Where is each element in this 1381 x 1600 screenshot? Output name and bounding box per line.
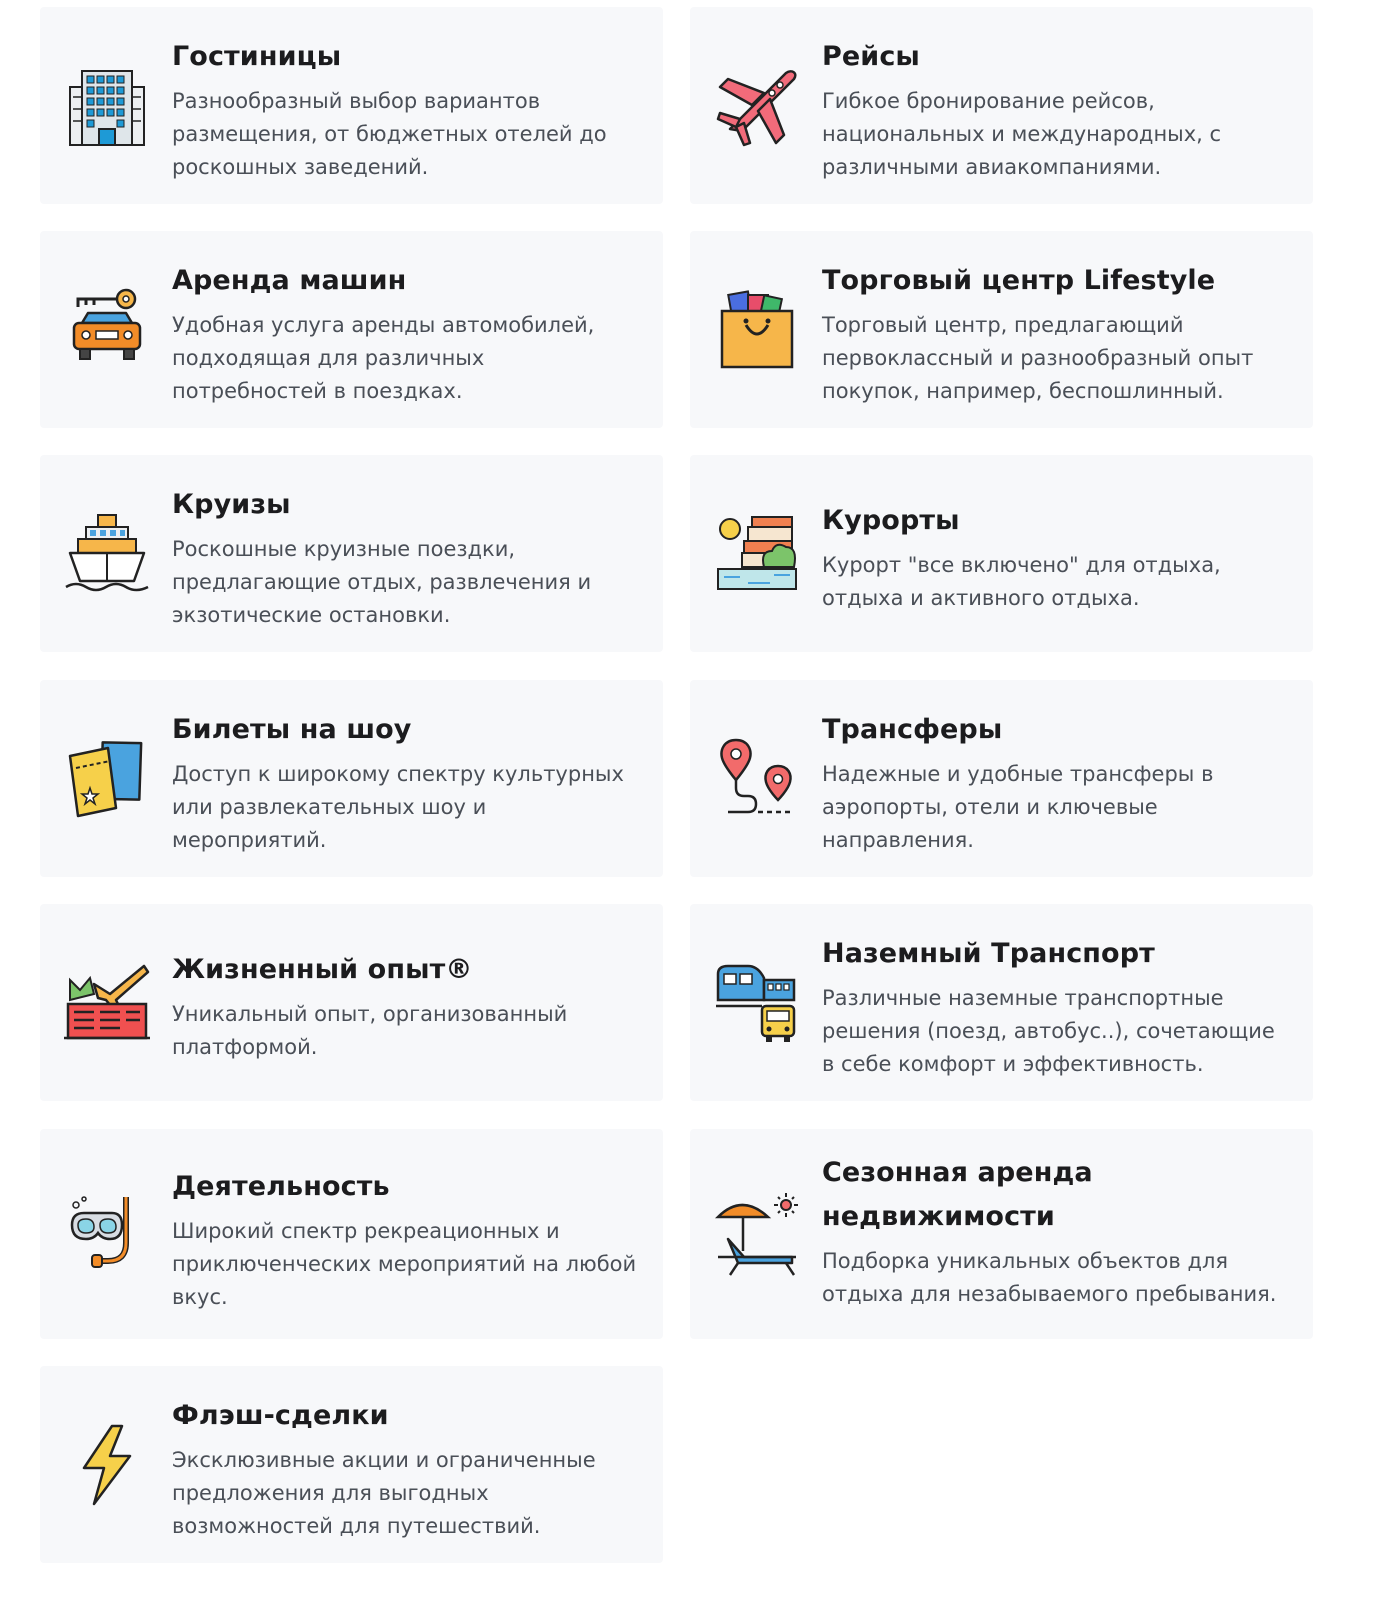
service-title: Гостиницы [172,41,342,72]
service-title: Деятельность [172,1171,390,1202]
service-description: Доступ к широкому спектру культурных или развлекательных шоу и мероприятий. [172,762,624,852]
service-title: Наземный Транспорт [822,938,1155,969]
service-title: Аренда машин [172,265,407,296]
service-description: Уникальный опыт, организованный платформой. [172,1002,568,1059]
service-description: Курорт "все включено" для отдыха, отдыха и активного отдыха. [822,553,1221,610]
service-description: Надежные и удобные трансферы в аэропорты, отели и ключевые направления. [822,762,1214,852]
service-description: Различные наземные транспортные решения (поезд, автобус..), сочетающие в себе комфорт и эффективность. [822,986,1275,1076]
service-card-car-rental[interactable] [40,231,663,428]
service-description: Подборка уникальных объектов для отдыха для незабываемого пребывания. [822,1249,1277,1306]
service-description: Роскошные круизные поездки, предлагающие отдых, развлечения и экзотические остановки. [172,537,592,627]
service-title: Круизы [172,489,291,520]
service-description: Гибкое бронирование рейсов, национальных и международных, с различными авиакомпаниями. [822,89,1222,179]
service-card-life-experience[interactable] [40,904,663,1101]
service-title: Рейсы [822,41,920,72]
service-card-cruises[interactable] [40,455,663,652]
service-card-activities[interactable] [40,1129,663,1339]
service-card-flash-deals[interactable] [40,1366,663,1563]
route-pins-icon [714,736,800,822]
resort-icon [714,511,800,597]
car-key-icon [64,287,150,373]
service-title: Флэш-сделки [172,1400,389,1431]
service-card-show-tickets[interactable] [40,680,663,877]
snorkel-mask-icon [64,1191,150,1277]
experience-icon [64,960,150,1046]
service-title: Жизненный опыт® [172,954,473,985]
service-description: Разнообразный выбор вариантов размещения, от бюджетных отелей до роскошных заведений. [172,89,607,179]
service-card-lifestyle-mall[interactable] [690,231,1313,428]
service-title: Торговый центр Lifestyle [822,265,1216,296]
service-title: Сезонная аренда недвижимости [822,1157,1093,1232]
beach-chair-icon [714,1191,800,1277]
service-card-hotels[interactable] [40,7,663,204]
service-description: Удобная услуга аренды автомобилей, подходящая для различных потребностей в поездках. [172,313,595,403]
lightning-icon [64,1422,150,1508]
service-card-flights[interactable] [690,7,1313,204]
train-bus-icon [714,960,800,1046]
service-card-seasonal-rental[interactable] [690,1129,1313,1339]
service-description: Широкий спектр рекреационных и приключенческих мероприятий на любой вкус. [172,1219,637,1309]
hotel-building-icon [64,63,150,149]
service-title: Билеты на шоу [172,714,412,745]
service-title: Трансферы [822,714,1003,745]
cruise-ship-icon [64,511,150,597]
tickets-icon [64,736,150,822]
shopping-bag-icon [714,287,800,373]
airplane-icon [714,63,800,149]
service-card-transfers[interactable] [690,680,1313,877]
service-card-ground-transport[interactable] [690,904,1313,1101]
service-card-resorts[interactable] [690,455,1313,652]
service-title: Курорты [822,505,960,536]
service-description: Эксклюзивные акции и ограниченные предложения для выгодных возможностей для путешествий. [172,1448,596,1538]
service-description: Торговый центр, предлагающий первоклассный и разнообразный опыт покупок, например, беспошлинный. [822,313,1254,403]
